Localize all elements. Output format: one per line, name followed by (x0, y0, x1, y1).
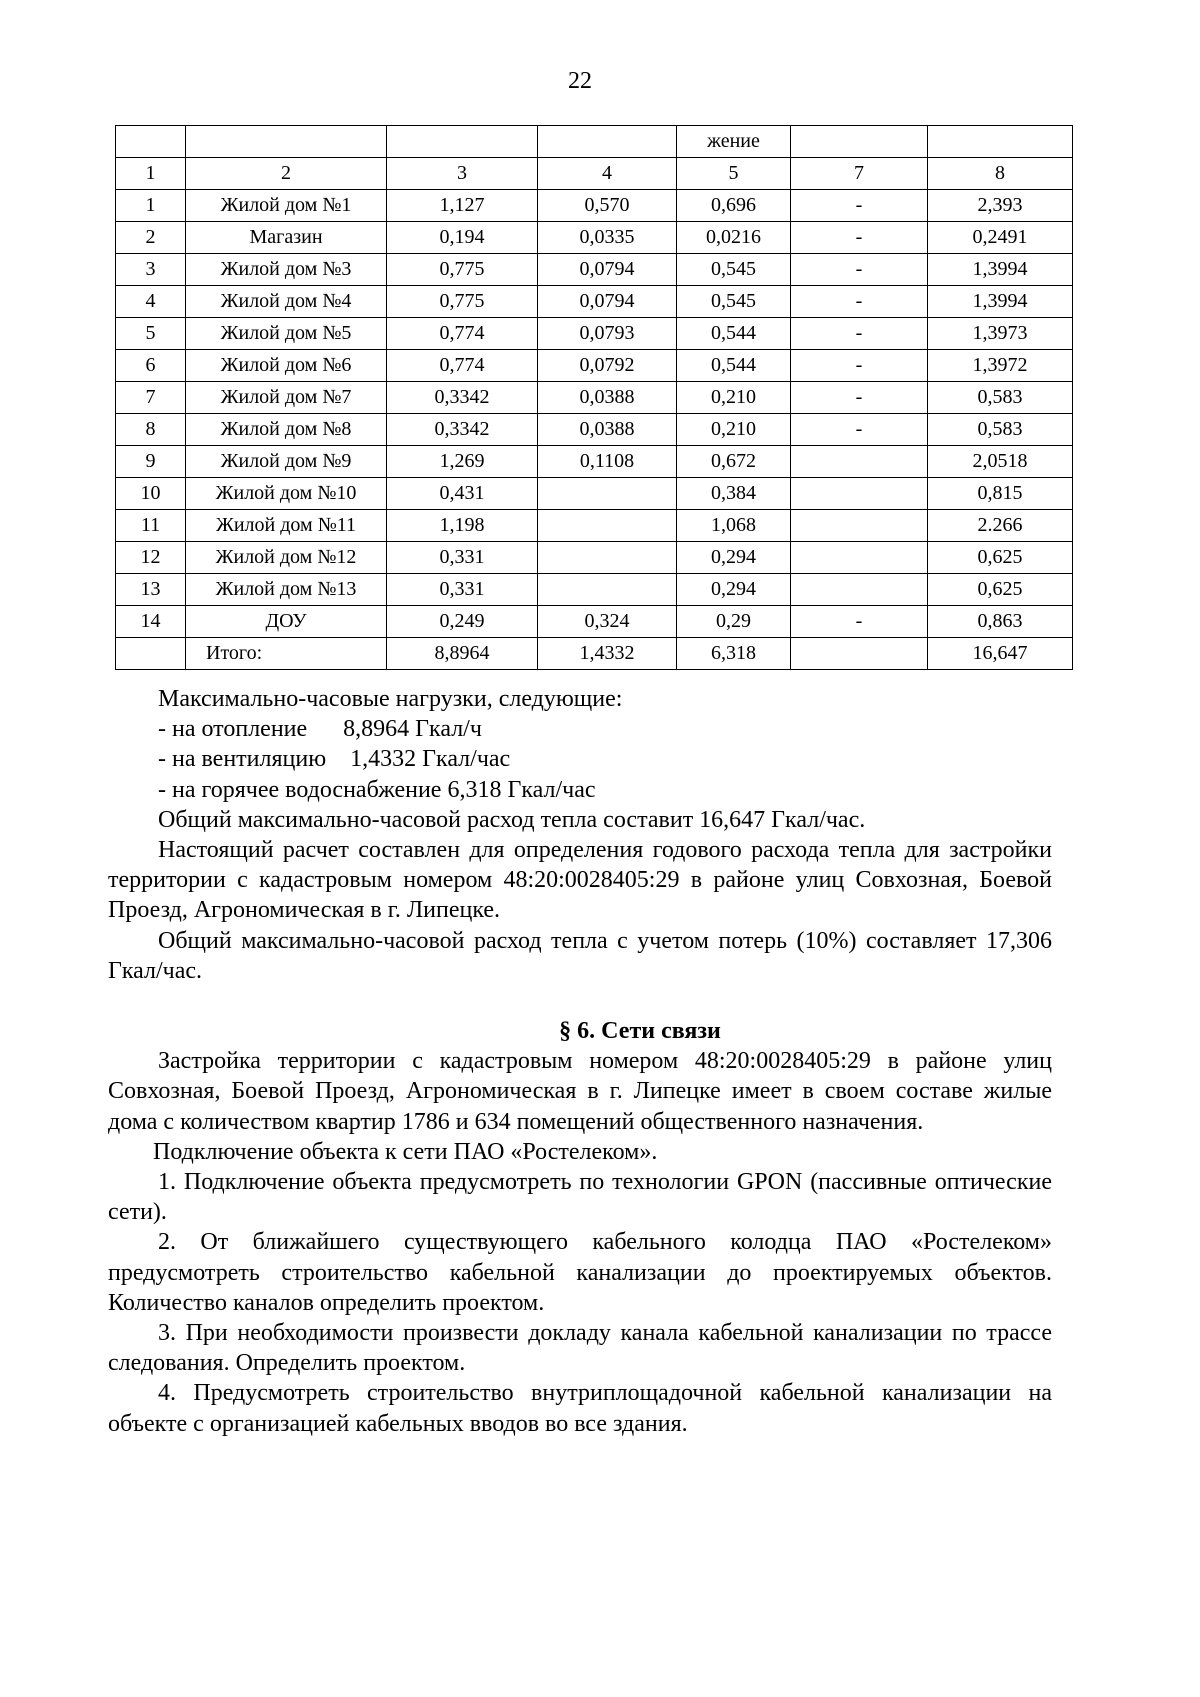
table-cell: 4 (116, 286, 186, 318)
table-cell: 7 (116, 382, 186, 414)
table-cell: 0,294 (677, 542, 791, 574)
table-cell: 2,0518 (928, 446, 1073, 478)
table-row (116, 478, 1073, 510)
table-cell: 6,318 (677, 638, 791, 670)
table-cell: 0,3342 (387, 414, 538, 446)
table-cell: 1 (116, 158, 186, 190)
table-row (116, 414, 1073, 446)
table-row (116, 254, 1073, 286)
table-cell (791, 478, 928, 510)
table-cell: 1 (116, 190, 186, 222)
table-cell: - (791, 414, 928, 446)
paragraph: 2. От ближайшего существующего кабельного колодца ПАО «Ростелеком» предусмотреть строительство кабельной канализации до проектируемых объектов. Количество каналов определить проектом. (108, 1229, 1052, 1316)
paragraph: 4. Предусмотреть строительство внутриплощадочной кабельной канализации на объекте с организацией кабельных вводов во все здания. (108, 1380, 1052, 1437)
table-cell: 5 (677, 158, 791, 190)
table-cell: 8,8964 (387, 638, 538, 670)
table-cell: Жилой дом №10 (186, 478, 387, 510)
table-column-numbers-row (116, 158, 1073, 190)
table-cell: 0,29 (677, 606, 791, 638)
table-cell: - (791, 286, 928, 318)
table-cell (538, 510, 677, 542)
table-cell: Жилой дом №11 (186, 510, 387, 542)
paragraph: Подключение объекта к сети ПАО «Ростелеком». (153, 1138, 658, 1165)
table-cell: 11 (116, 510, 186, 542)
heat-load-table (115, 125, 1073, 670)
body-text (108, 684, 1052, 1439)
section-heading: § 6. Сети связи (559, 1018, 721, 1045)
table-cell: 0,0793 (538, 318, 677, 350)
table-row (116, 606, 1073, 638)
table-cell: 0,431 (387, 478, 538, 510)
table-cell: 1,3973 (928, 318, 1073, 350)
table-cell: 0,775 (387, 254, 538, 286)
table-cell: 1,068 (677, 510, 791, 542)
table-cell (791, 446, 928, 478)
table-cell: 6 (116, 350, 186, 382)
table-cell: 1,198 (387, 510, 538, 542)
table-cell (791, 126, 928, 158)
table-cell: 1,3994 (928, 286, 1073, 318)
table-cell (791, 542, 928, 574)
table-cell: 0,0388 (538, 414, 677, 446)
table-cell: 0,3342 (387, 382, 538, 414)
table-cell: 7 (791, 158, 928, 190)
table-row (116, 446, 1073, 478)
table-cell: 0,331 (387, 574, 538, 606)
paragraph: Максимально-часовые нагрузки, следующие: (158, 686, 623, 712)
table-cell: 3 (387, 158, 538, 190)
table-cell: 12 (116, 542, 186, 574)
table-cell: 0,863 (928, 606, 1073, 638)
paragraph: Общий максимально-часовой расход тепла с учетом потерь (10%) составляет 17,306 Гкал/час. (108, 927, 1052, 984)
table-cell: Жилой дом №3 (186, 254, 387, 286)
table-cell: 0,545 (677, 286, 791, 318)
table-row (116, 382, 1073, 414)
table-cell: Жилой дом №13 (186, 574, 387, 606)
table-cell: 0,210 (677, 382, 791, 414)
table-cell: 0,544 (677, 350, 791, 382)
table-row (116, 542, 1073, 574)
table-cell (186, 126, 387, 158)
table-cell: 0,570 (538, 190, 677, 222)
table-cell: 0,249 (387, 606, 538, 638)
table-cell (538, 126, 677, 158)
table-row (116, 350, 1073, 382)
table-cell: 1,3972 (928, 350, 1073, 382)
table-cell: 0,324 (538, 606, 677, 638)
table-row (116, 190, 1073, 222)
table-cell: 0,384 (677, 478, 791, 510)
table-cell: 0,0216 (677, 222, 791, 254)
table-cell: 0,672 (677, 446, 791, 478)
table-cell: 0,2491 (928, 222, 1073, 254)
table-cell: 2,393 (928, 190, 1073, 222)
table-cell: - (791, 254, 928, 286)
paragraph: Настоящий расчет составлен для определения годового расхода тепла для застройки территории с кадастровым номером 48:20:0028405:29 в районе улиц Совхозная, Боевой Проезд, Агрономическая в г. Липецке. (108, 837, 1052, 924)
table-cell: 1,4332 (538, 638, 677, 670)
table-cell: 0,774 (387, 350, 538, 382)
table-cell: Жилой дом №12 (186, 542, 387, 574)
table-cell: 0,0794 (538, 254, 677, 286)
table-cell: Жилой дом №4 (186, 286, 387, 318)
table-cell: ДОУ (186, 606, 387, 638)
table-cell: 16,647 (928, 638, 1073, 670)
table-cell: 0,815 (928, 478, 1073, 510)
table-cell: Жилой дом №9 (186, 446, 387, 478)
table-cell (116, 126, 186, 158)
table-cell: жение (677, 126, 791, 158)
table-cell: Жилой дом №5 (186, 318, 387, 350)
table-cell: 0,545 (677, 254, 791, 286)
table-cell (791, 638, 928, 670)
table-row (116, 574, 1073, 606)
table-cell: 0,544 (677, 318, 791, 350)
table-cell (538, 478, 677, 510)
table-cell: 1,127 (387, 190, 538, 222)
paragraph: - на вентиляцию 1,4332 Гкал/час (158, 746, 511, 773)
paragraph: Общий максимально-часовой расход тепла составит 16,647 Гкал/час. (158, 806, 866, 833)
table-cell: 0,625 (928, 542, 1073, 574)
table-row (116, 222, 1073, 254)
paragraph: - на горячее водоснабжение 6,318 Гкал/час (158, 776, 596, 803)
table-row (116, 510, 1073, 542)
table-cell: 0,1108 (538, 446, 677, 478)
table-cell: 4 (538, 158, 677, 190)
table-cell: 0,775 (387, 286, 538, 318)
table-row (116, 318, 1073, 350)
table-cell: 0,210 (677, 414, 791, 446)
table-cell: 8 (928, 158, 1073, 190)
table-cell: 0,583 (928, 414, 1073, 446)
table-cell: 0,194 (387, 222, 538, 254)
table-cell: 0,774 (387, 318, 538, 350)
table-cell (791, 510, 928, 542)
table-cell: - (791, 382, 928, 414)
table-cell: 0,331 (387, 542, 538, 574)
table-cell: 0,0792 (538, 350, 677, 382)
table-cell: Жилой дом №7 (186, 382, 387, 414)
table-cell (791, 574, 928, 606)
table-cell: 10 (116, 478, 186, 510)
table-header-row (116, 126, 1073, 158)
table-cell: 0,625 (928, 574, 1073, 606)
table-cell (538, 574, 677, 606)
table-cell: Жилой дом №6 (186, 350, 387, 382)
table-cell (116, 638, 186, 670)
table-cell (928, 126, 1073, 158)
table-cell: 0,294 (677, 574, 791, 606)
page-number: 22 (568, 68, 592, 94)
paragraph: - на отопление 8,8964 Гкал/ч (158, 716, 482, 743)
table-cell: Итого: (186, 638, 387, 670)
table-cell: 8 (116, 414, 186, 446)
table-cell: 0,0335 (538, 222, 677, 254)
table-cell: - (791, 318, 928, 350)
table-row (116, 286, 1073, 318)
table-cell: 0,583 (928, 382, 1073, 414)
table-row (116, 638, 1073, 670)
paragraph: Застройка территории с кадастровым номером 48:20:0028405:29 в районе улиц Совхозная, Боевой Проезд, Агрономическая в г. Липецке имеет в своем составе жилые дома с количеством квартир 1786 и 634 помещений общественного назначения. (108, 1048, 1052, 1135)
table-cell: 2 (186, 158, 387, 190)
table-cell: 14 (116, 606, 186, 638)
paragraph: 3. При необходимости произвести докладу канала кабельной канализации по трассе следования. Определить проектом. (108, 1320, 1052, 1377)
table-cell: 0,0388 (538, 382, 677, 414)
table-cell: - (791, 190, 928, 222)
table-cell (387, 126, 538, 158)
table-cell: Магазин (186, 222, 387, 254)
table-cell: 1,269 (387, 446, 538, 478)
table-cell: Жилой дом №8 (186, 414, 387, 446)
table-cell: 5 (116, 318, 186, 350)
table-cell: 0,0794 (538, 286, 677, 318)
table-cell: 2.266 (928, 510, 1073, 542)
table-cell: - (791, 606, 928, 638)
table-cell: 0,696 (677, 190, 791, 222)
table-cell: - (791, 350, 928, 382)
table-cell: 1,3994 (928, 254, 1073, 286)
table-cell: - (791, 222, 928, 254)
table-cell: 13 (116, 574, 186, 606)
table-cell: 9 (116, 446, 186, 478)
table-cell (538, 542, 677, 574)
table-cell: 3 (116, 254, 186, 286)
paragraph: 1. Подключение объекта предусмотреть по технологии GPON (пассивные оптические сети). (108, 1169, 1052, 1226)
table-cell: Жилой дом №1 (186, 190, 387, 222)
table-cell: 2 (116, 222, 186, 254)
